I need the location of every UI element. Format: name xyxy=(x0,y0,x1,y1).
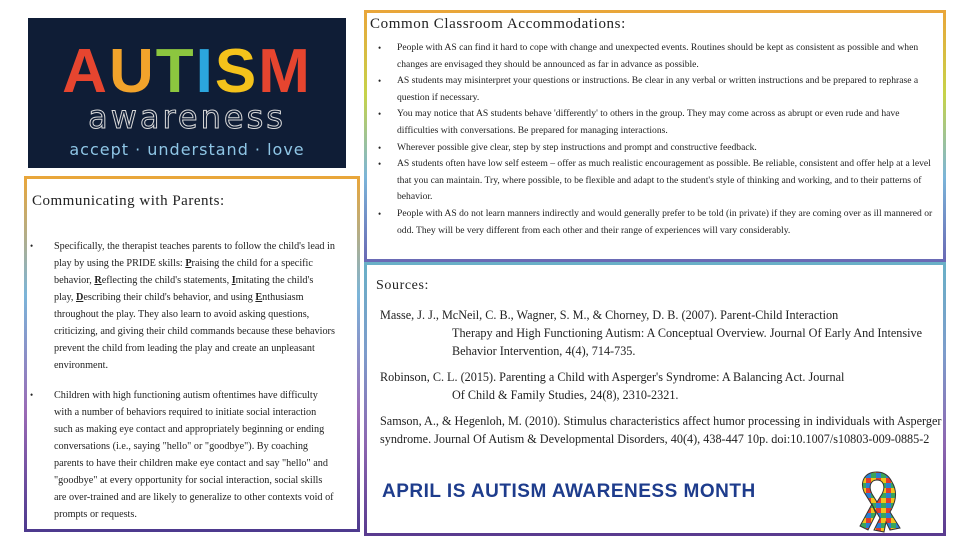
item-text: mitating the child's play, xyxy=(54,275,314,303)
bullet: • xyxy=(30,390,34,400)
communicating-list xyxy=(30,238,335,374)
item-text: Wherever possible give clear, step by step instructions and prompt and constructive feedback. xyxy=(397,141,757,153)
accommodations-list xyxy=(372,40,940,239)
list-item xyxy=(30,387,335,523)
pride-letter: E xyxy=(255,292,263,303)
bullet: • xyxy=(378,109,382,120)
pride-letter: D xyxy=(75,292,84,303)
bullet: • xyxy=(378,142,382,153)
communicating-title: Communicating with Parents: xyxy=(32,193,225,209)
sources-title: Sources: xyxy=(376,278,430,293)
item-text: eflecting the child's statements, xyxy=(101,275,232,286)
list-item xyxy=(372,156,940,206)
logo-tagline: accept · understand · love xyxy=(69,140,305,159)
item-text: escribing their child's behavior, and using xyxy=(83,292,256,303)
source-continuation: Of Child & Family Studies, 24(8), 2310-2321. xyxy=(452,388,679,402)
logo-letter: I xyxy=(195,37,215,106)
pride-letter: I xyxy=(231,275,236,286)
pride-letter: R xyxy=(94,275,102,286)
list-item xyxy=(372,73,940,106)
source-first-line: Masse, J. J., McNeil, C. B., Wagner, S. M., & Chorney, D. B. (2007). Parent-Child Interaction xyxy=(380,308,839,322)
list-item xyxy=(372,106,940,139)
bullet: • xyxy=(30,241,34,251)
list-item xyxy=(372,206,940,239)
list-item xyxy=(372,40,940,73)
item-text: Specifically, the therapist teaches parents to follow the child's lead in play by using the PRIDE skills: xyxy=(54,241,335,269)
autism-awareness-logo xyxy=(28,18,346,168)
bullet: • xyxy=(378,76,382,87)
source-entry: Samson, A., & Hegenloh, M. (2010). Stimulus characteristics affect humor processing in individuals with Asperger syndrome. Journal Of Autism & Developmental Disorders, 40(4), 438-447 10p. doi:10.1007/s10803-009-0885-2 xyxy=(380,414,942,446)
logo-letter: T xyxy=(155,37,196,106)
item-text: You may notice that AS students behave 'differently' to others in the group. They may come across as abrupt or even rude and have difficulties with conversations. Be prepared for managing interactions. xyxy=(397,108,900,136)
awareness-month-banner: APRIL IS AUTISM AWARENESS MONTH xyxy=(382,481,756,502)
item-text: AS students often have low self esteem – offer as much realistic encouragement as possible. Be reliable, consistent and offer help at a level that you can maintain. Try, where possible, to be flexible and adapt to the student's style of thinking and working, and to their patterns of behavior. xyxy=(397,158,931,203)
list-item xyxy=(30,238,335,374)
source-first-line: Robinson, C. L. (2015). Parenting a Child with Asperger's Syndrome: A Balancing Act. Journal xyxy=(380,370,845,384)
logo-letter: S xyxy=(214,37,259,106)
item-text: People with AS can find it hard to cope with change and unexpected events. Routines should be kept as consistent as possible and when changes are envisaged they should be announced as far in advance as possible. xyxy=(397,42,919,70)
logo-letter: A xyxy=(62,37,109,106)
logo-letter: M xyxy=(258,37,312,106)
bullet: • xyxy=(378,43,382,53)
item-text: People with AS do not learn manners indirectly and would generally prefer to be told (in private) if they are coming over as ill mannered or odd. They will be very different from each other and their range of experiences will vary considerably. xyxy=(397,207,933,236)
item-text: AS students may misinterpret your questions or instructions. Be clear in any verbal or written instructions and be prepared to rephrase a question if necessary. xyxy=(397,75,919,103)
list-item xyxy=(372,140,940,157)
source-entry xyxy=(380,306,940,360)
accommodations-title: Common Classroom Accommodations: xyxy=(370,16,626,32)
bullet: • xyxy=(378,159,382,170)
item-text: nthusiasm throughout the play. They also learn to avoid asking questions, criticizing, and giving their child commands because these behaviors prevent the child from leading the play and create an unpleasant environment. xyxy=(54,292,335,371)
puzzle-ribbon-icon xyxy=(846,468,908,534)
logo-subtitle: awareness xyxy=(88,98,286,136)
bullet: • xyxy=(378,208,382,219)
pride-letter: P xyxy=(185,258,192,269)
logo-letter: U xyxy=(108,37,156,106)
item-text: raising the child for a specific behavior, xyxy=(54,258,313,286)
item-text: Children with high functioning autism oftentimes have difficulty with a number of behaviors required to initiate social interaction such as making eye contact and appropriately beginning or ending conversations (i.e., saying "hello" or "goodbye"). By coaching parents to have their children make eye contact and say "hello" and "goodbye" at every opportunity for social interaction, social skills are over-trained and are likely to generalize to other contexts void of prompts or requests. xyxy=(54,390,334,520)
source-entry xyxy=(380,368,940,404)
communicating-list xyxy=(30,387,335,523)
logo-word xyxy=(28,37,346,106)
source-continuation: Therapy and High Functioning Autism: A Conceptual Overview. Journal Of Early And Intensive Behavior Intervention, 4(4), 714-735. xyxy=(452,326,923,358)
